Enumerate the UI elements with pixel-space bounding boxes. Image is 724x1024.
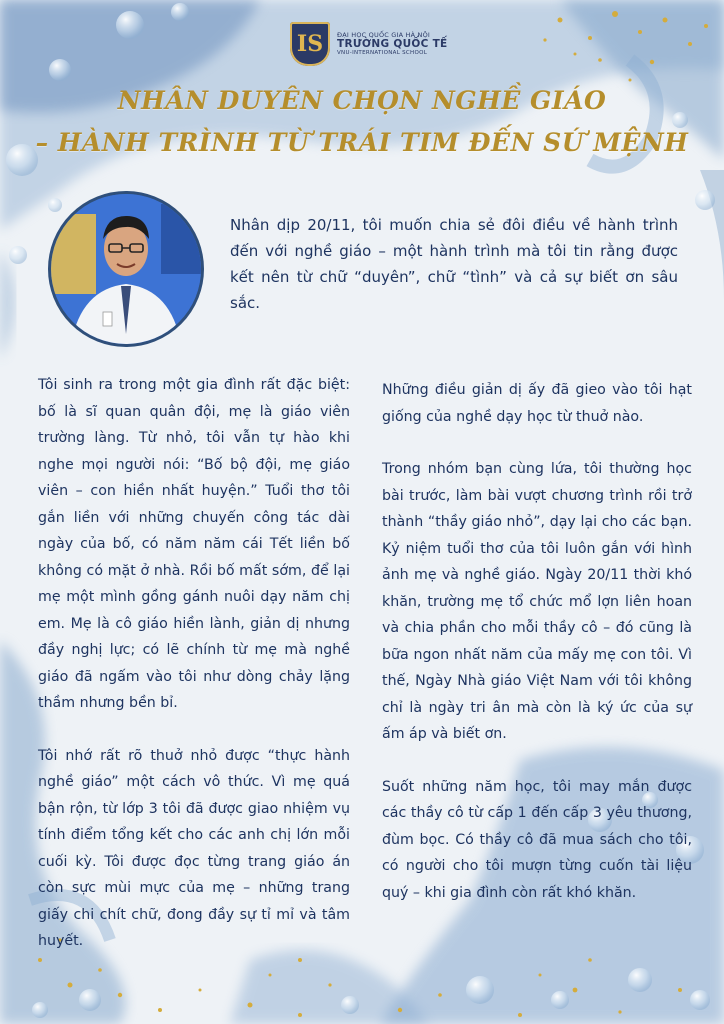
right-paragraph-2: Trong nhóm bạn cùng lứa, tôi thường học bài trước, làm bài vượt chương trình rồi trở thành “thầy giáo nhỏ”, dạy lại cho các bạn. Kỷ niệm tuổi thơ của tôi luôn gắn với hình ảnh mẹ và nghề giáo. Ngày 20/11 thời khó khăn, trường mẹ tổ chức mổ lợn liên hoan và chia phần cho mỗi thầy cô – đó cũng là bữa ngon nhất năm của mấy mẹ con tôi. Vì thế, Ngày Nhà giáo Việt Nam với tôi không chỉ là ngày tri ân mà còn là ký ức của sự ấm áp và biết ơn.: [382, 461, 692, 742]
left-paragraph-1: Tôi sinh ra trong một gia đình rất đặc biệt: bố là sĩ quan quân đội, mẹ là giáo viên trường làng. Từ nhỏ, tôi vẫn tự hào khi nghe mọi người nói: “Bố bộ đội, mẹ giáo viên – con hiền nhất huyện.” Tuổi thơ tôi gắn liền với những chuyến công tác dài ngày của bố, có năm năm cái Tết liền bố không có mặt ở nhà. Rồi bố mất sớm, để lại mẹ một mình gồng gánh nuôi dạy năm chị em. Mẹ là cô giáo hiền lành, giản dị nhưng đầy nghị lực; có lẽ chính từ mẹ mà nghề giáo đã ngấm vào tôi như dòng chảy lặng thầm nhưng bền bỉ.: [38, 377, 350, 711]
school-logo: [290, 22, 448, 66]
portrait-image: [51, 194, 201, 344]
article-title-line1: NHÂN DUYÊN CHỌN NGHỀ GIÁO: [117, 86, 607, 115]
shield-logo-icon: [290, 22, 330, 66]
logo-school-name: TRƯỜNG QUỐC TẾ: [337, 37, 448, 50]
logo-monogram: IS: [296, 31, 324, 57]
author-portrait: [48, 191, 204, 347]
left-column: [38, 372, 350, 981]
left-paragraph-2: Tôi nhớ rất rõ thuở nhỏ được “thực hành nghề giáo” một cách vô thức. Vì mẹ quá bận rộn, từ lớp 3 tôi đã được giao nhiệm vụ tính điểm tổng kết cho các anh chị lớn mỗi cuối kỳ. Tôi được đọc từng trang giáo án còn sực mùi mực của mẹ – những trang giấy chi chít chữ, đong đầy sự tỉ mỉ và tâm huyết.: [38, 747, 350, 949]
logo-english-name: VNU-INTERNATIONAL SCHOOL: [337, 50, 428, 57]
right-paragraph-3: Suốt những năm học, tôi may mắn được các thầy cô từ cấp 1 đến cấp 3 yêu thương, đùm bọc. Có thầy cô đã mua sách cho tôi, có người cho tôi mượn từng cuốn tài liệu quý – khi gia đình còn rất khó khăn.: [382, 778, 692, 901]
intro-paragraph: Nhân dịp 20/11, tôi muốn chia sẻ đôi điều về hành trình đến với nghề giáo – một hành trình mà tôi tin rằng được kết nên từ chữ “duyên”, chữ “tình” và cả sự biết ơn sâu sắc.: [230, 216, 678, 312]
right-column: [382, 377, 692, 932]
article-title-line2: – HÀNH TRÌNH TỪ TRÁI TIM ĐẾN SỨ MỆNH: [35, 128, 689, 157]
logo-university-name: ĐẠI HỌC QUỐC GIA HÀ NỘI: [337, 30, 431, 39]
logo-text: [337, 32, 448, 57]
right-paragraph-1: Những điều giản dị ấy đã gieo vào tôi hạt giống của nghề dạy học từ thuở nào.: [382, 382, 692, 425]
